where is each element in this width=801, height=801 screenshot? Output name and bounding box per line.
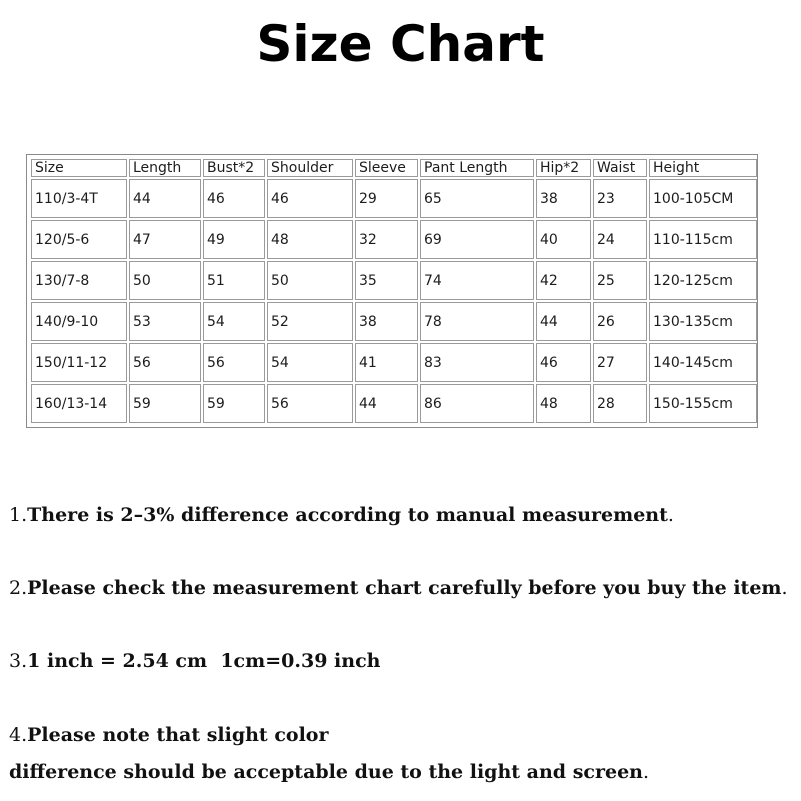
table-cell: 52 (267, 302, 353, 341)
table-cell: 32 (355, 220, 418, 259)
table-row (31, 220, 757, 259)
table-body (31, 179, 757, 423)
table-cell: 110/3-4T (31, 179, 127, 218)
table-cell: 50 (267, 261, 353, 300)
table-cell: 130-135cm (649, 302, 757, 341)
table-header-row (31, 159, 757, 177)
table-cell: 54 (203, 302, 265, 341)
note-1 (9, 503, 674, 527)
table-cell: 59 (129, 384, 201, 423)
note-2-text: Please check the measurement chart carefully before you buy the item (27, 577, 782, 599)
note-4-line2-text: difference should be acceptable due to the light and screen (9, 761, 643, 783)
table-cell: 27 (593, 343, 647, 382)
note-3-number: 3. (9, 650, 28, 672)
note-2-number: 2. (9, 577, 28, 599)
note-1-end: . (667, 504, 674, 526)
table-cell: 35 (355, 261, 418, 300)
note-1-number: 1. (9, 504, 28, 526)
table-cell: 26 (593, 302, 647, 341)
table-cell: 24 (593, 220, 647, 259)
table-cell: 160/13-14 (31, 384, 127, 423)
page-title: Size Chart (256, 15, 545, 73)
header-pant-length: Pant Length (420, 159, 534, 177)
table-cell: 51 (203, 261, 265, 300)
header-length: Length (129, 159, 201, 177)
table-cell: 49 (203, 220, 265, 259)
note-1-text: There is 2–3% difference according to manual measurement (27, 504, 668, 526)
table-row (31, 302, 757, 341)
note-2-end: . (781, 577, 788, 599)
table-cell: 46 (536, 343, 591, 382)
table-cell: 140/9-10 (31, 302, 127, 341)
header-waist: Waist (593, 159, 647, 177)
note-4-continuation (9, 760, 649, 784)
table-cell: 110-115cm (649, 220, 757, 259)
table-cell: 83 (420, 343, 534, 382)
table-cell: 86 (420, 384, 534, 423)
table-cell: 25 (593, 261, 647, 300)
table-cell: 47 (129, 220, 201, 259)
table-cell: 150-155cm (649, 384, 757, 423)
table-cell: 48 (267, 220, 353, 259)
header-hip: Hip*2 (536, 159, 591, 177)
header-shoulder: Shoulder (267, 159, 353, 177)
size-table (29, 157, 759, 425)
table-cell: 69 (420, 220, 534, 259)
table-cell: 140-145cm (649, 343, 757, 382)
table-cell: 100-105CM (649, 179, 757, 218)
size-table-container (26, 154, 758, 428)
note-4-number: 4. (9, 724, 28, 746)
table-row (31, 384, 757, 423)
header-size: Size (31, 159, 127, 177)
table-cell: 74 (420, 261, 534, 300)
table-cell: 120/5-6 (31, 220, 127, 259)
table-cell: 120-125cm (649, 261, 757, 300)
table-cell: 41 (355, 343, 418, 382)
header-sleeve: Sleeve (355, 159, 418, 177)
table-cell: 65 (420, 179, 534, 218)
table-row (31, 261, 757, 300)
table-cell: 46 (267, 179, 353, 218)
table-cell: 48 (536, 384, 591, 423)
table-cell: 23 (593, 179, 647, 218)
table-cell: 38 (536, 179, 591, 218)
note-4 (9, 723, 328, 747)
table-cell: 38 (355, 302, 418, 341)
table-cell: 44 (129, 179, 201, 218)
table-cell: 29 (355, 179, 418, 218)
table-cell: 150/11-12 (31, 343, 127, 382)
table-cell: 78 (420, 302, 534, 341)
table-cell: 56 (203, 343, 265, 382)
header-height: Height (649, 159, 757, 177)
table-cell: 50 (129, 261, 201, 300)
note-3-text: 1 inch = 2.54 cm 1cm=0.39 inch (27, 650, 381, 672)
table-cell: 44 (355, 384, 418, 423)
table-cell: 40 (536, 220, 591, 259)
table-cell: 53 (129, 302, 201, 341)
note-2 (9, 576, 788, 600)
table-row (31, 179, 757, 218)
table-row (31, 343, 757, 382)
table-cell: 59 (203, 384, 265, 423)
note-4-line2-end: . (642, 761, 650, 783)
note-4-text: Please note that slight color (27, 724, 329, 746)
table-cell: 42 (536, 261, 591, 300)
note-3 (9, 649, 380, 673)
table-cell: 130/7-8 (31, 261, 127, 300)
header-bust: Bust*2 (203, 159, 265, 177)
table-cell: 28 (593, 384, 647, 423)
table-cell: 56 (267, 384, 353, 423)
table-cell: 54 (267, 343, 353, 382)
table-cell: 46 (203, 179, 265, 218)
table-cell: 56 (129, 343, 201, 382)
table-cell: 44 (536, 302, 591, 341)
